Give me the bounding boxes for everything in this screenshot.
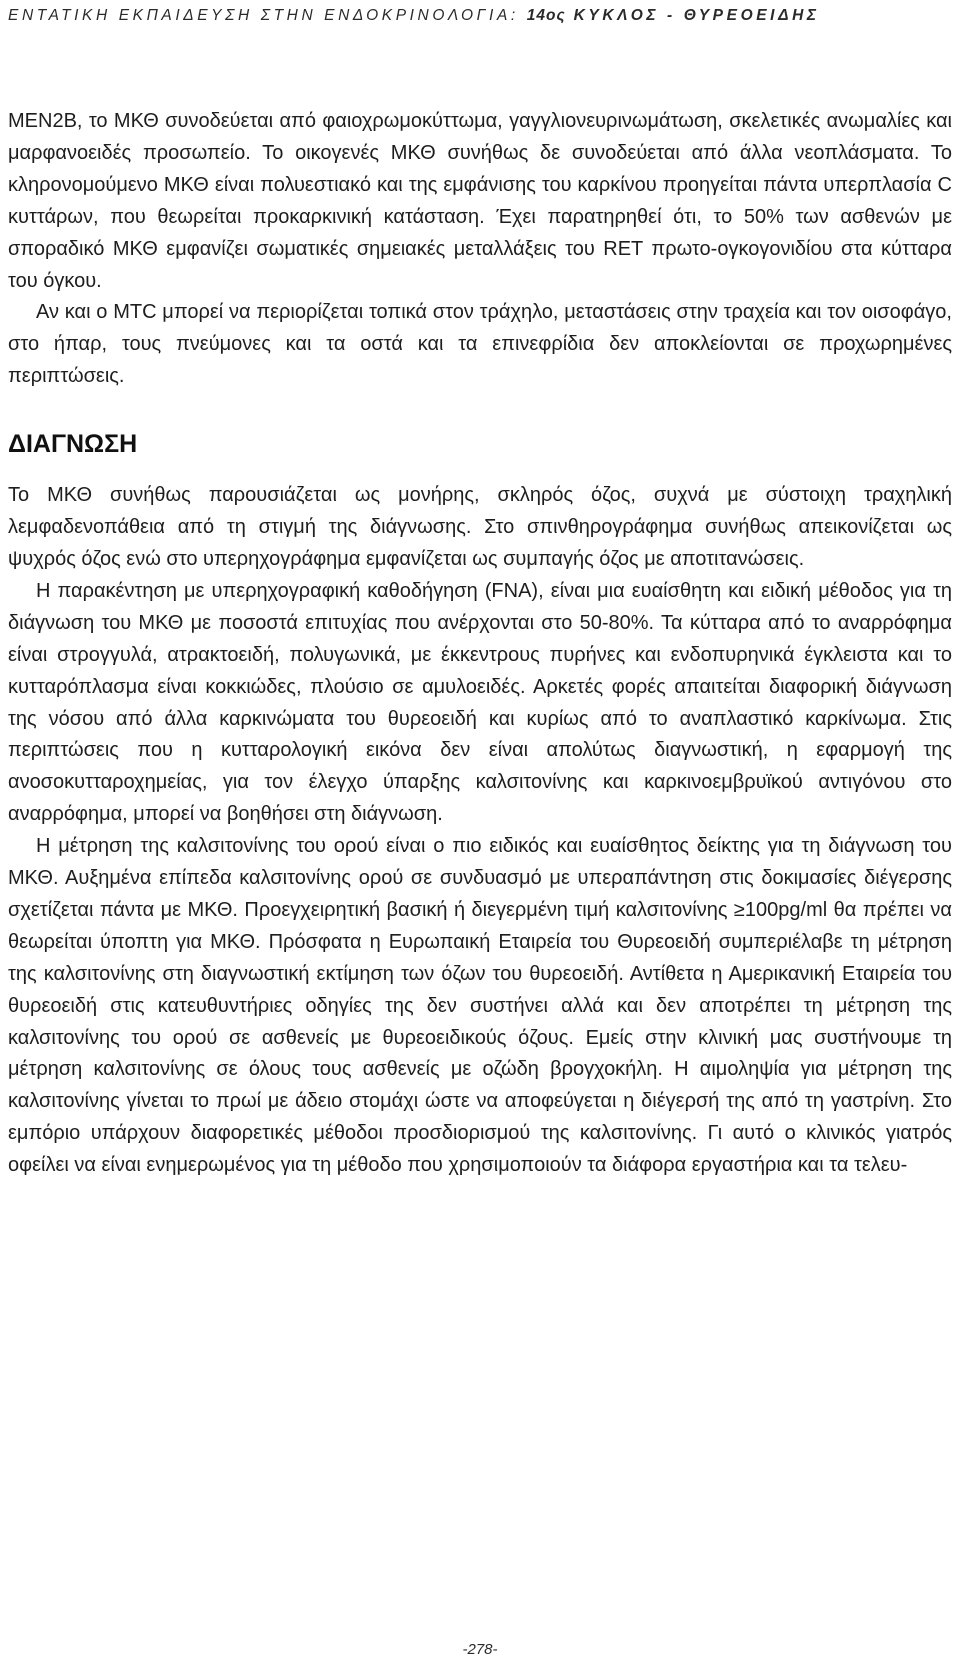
running-header-cycle-number: 14ος bbox=[526, 7, 566, 24]
running-header-title: ΕΝΤΑΤΙΚΗ ΕΚΠΑΙΔΕΥΣΗ ΣΤΗΝ ΕΝΔΟΚΡΙΝΟΛΟΓΙΑ: bbox=[8, 7, 527, 24]
body-paragraph: Η παρακέντηση με υπερηχογραφική καθοδήγηση (FNA), είναι μια ευαίσθητη και ειδική μέθοδος για τη διάγνωση του ΜΚΘ με ποσοστά επιτυχίας που ανέρχονται στο 50-80%. Τα κύτταρα από το αναρρόφημα είναι στρογγυλά, ατρακτοειδή, πολυγωνικά, με έκκεντρους πυρήνες και ενδοπυρηνικά έγκλειστα και το κυτταρόπλασμα είναι κοκκιώδες, πλούσιο σε αμυλοειδές. Αρκετές φορές απαιτείται διαφορική διάγνωση της νόσου από άλλα καρκινώματα του θυρεοειδή και κυρίως από το αναπλαστικό καρκίνωμα. Στις περιπτώσεις που η κυτταρολογική εικόνα δεν είναι απολύτως διαγνωστική, η εφαρμογή της ανοσοκυτταροχημείας, για τον έλεγχο ύπαρξης καλσιτονίνης και καρκινοεμβρυϊκού αντιγόνου στο αναρρόφημα, μπορεί να βοηθήσει στη διάγνωση. bbox=[8, 579, 952, 826]
body-paragraph: Η μέτρηση της καλσιτονίνης του ορού είναι ο πιο ειδικός και ευαίσθητος δείκτης για τη διάγνωση του ΜΚΘ. Αυξημένα επίπεδα καλσιτονίνης ορού σε συνδυασμό με υπεραπάντηση στις δοκιμασίες διέγερσης σχετίζεται πάντα με ΜΚΘ. Προεγχειρητική βασική ή διεγερμένη τιμή καλσιτονίνης ≥100pg/ml θα πρέπει να θεωρείται ύποπτη για ΜΚΘ. Πρόσφατα η Ευρωπαική Εταιρεία του Θυρεοειδή συμπεριέλαβε τη μέτρηση της καλσιτονίνης στη διαγνωστική εκτίμηση των όζων του θυρεοειδή. Αντίθετα η Αμερικανική Εταιρεία του θυρεοειδή στις κατευθυντήριες οδηγίες της δεν συστήνει αλλά και δεν αποτρέπει τη μέτρηση της καλσιτονίνης του ορού σε ασθενείς με θυρεοειδικούς όζους. Εμείς στην κλινική μας συστήνουμε τη μέτρηση καλσιτονίνης σε όλους τους ασθενείς με οζώδη βρογχοκήλη. Η αιμοληψία για μέτρηση της καλσιτονίνης γίνεται το πρωί με άδειο στομάχι ώστε να αποφεύγεται η διέγερσή της από τη γαστρίνη. Στο εμπόριο υπάρχουν διαφορετικές μέθοδοι προσδιορισμού της καλσιτονίνης. Γι αυτό ο κλινικός γιατρός οφείλει να είναι ενημερωμένος για τη μέθοδο που χρησιμοποιούν τα διάφορα εργαστήρια και τα τελευ- bbox=[8, 835, 952, 1177]
body-paragraph: Αν και ο MTC μπορεί να περιορίζεται τοπικά στον τράχηλο, μεταστάσεις στην τραχεία και τον οισοφάγο, στο ήπαρ, τους πνεύμονες και τα οστά και τα επινεφρίδια δεν αποκλείονται σε προχωρημένες περιπτώσεις. bbox=[8, 301, 952, 388]
body-text bbox=[8, 106, 952, 1182]
running-header-cycle-label: ΚΥΚΛΟΣ - ΘΥΡΕΟΕΙΔΗΣ bbox=[565, 7, 820, 24]
section-heading: ΔΙΑΓΝΩΣΗ bbox=[8, 430, 138, 459]
body-paragraph: MEN2B, το ΜΚΘ συνοδεύεται από φαιοχρωμοκύττωμα, γαγγλιονευρινωμάτωση, σκελετικές ανωμαλίες και μαρφανοειδές προσωπείο. Το οικογενές ΜΚΘ συνήθως δε συνοδεύεται από άλλα νεοπλάσματα. Το κληρονομούμενο ΜΚΘ είναι πολυεστιακό και της εμφάνισης του καρκίνου προηγείται πάντα υπερπλασία C κυττάρων, που θεωρείται προκαρκινική κατάσταση. Έχει παρατηρηθεί ότι, το 50% των ασθενών με σποραδικό ΜΚΘ εμφανίζει σωματικές σημειακές μεταλλάξεις του RET πρωτο-ογκογονιδίου στα κύτταρα του όγκου. bbox=[8, 110, 952, 292]
page-number: -278- bbox=[462, 1641, 498, 1658]
running-header bbox=[8, 6, 952, 26]
body-paragraph: Το ΜΚΘ συνήθως παρουσιάζεται ως μονήρης, σκληρός όζος, συχνά με σύστοιχη τραχηλική λεμφαδενοπάθεια από τη στιγμή της διάγνωσης. Στο σπινθηρογράφημα συνήθως απεικονίζεται ως ψυχρός όζος ενώ στο υπερηχογράφημα εμφανίζεται ως συμπαγής όζος με αποτιτανώσεις. bbox=[8, 484, 952, 570]
